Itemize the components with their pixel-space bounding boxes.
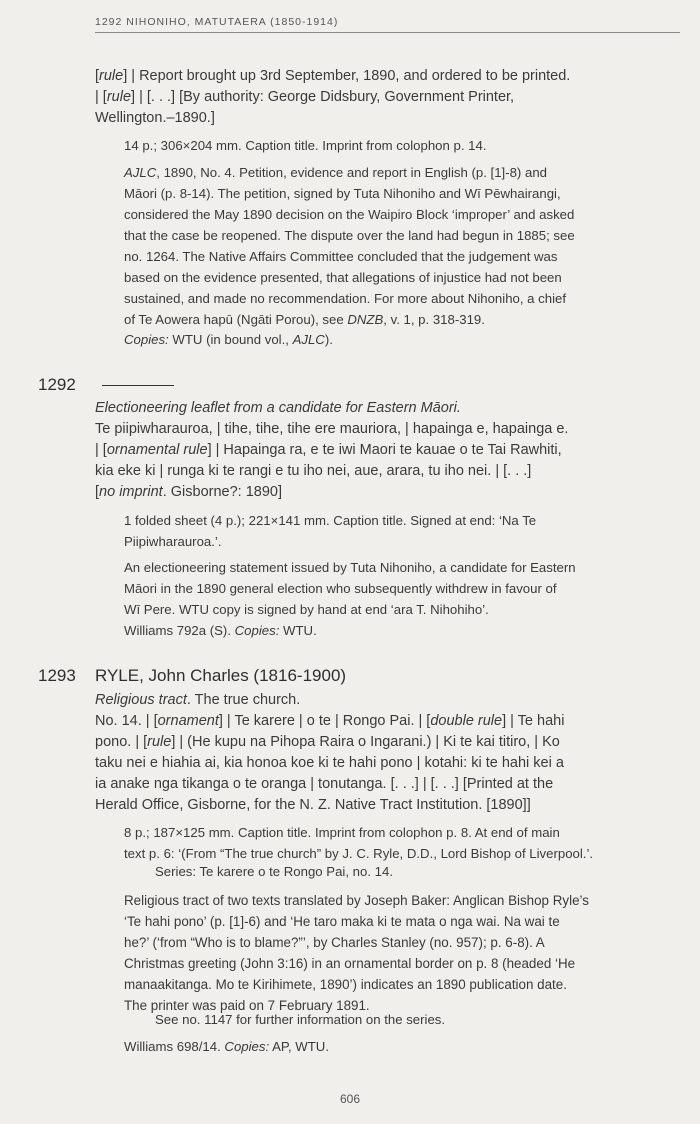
entry-1293-title	[95, 690, 564, 816]
text-line: sustained, and made no recommendation. For more about Nihoniho, a chief	[124, 291, 567, 306]
running-head: 1292 NIHONIHO, MATUTAERA (1850-1914)	[95, 16, 680, 33]
text-line: Herald Office, Gisborne, for the N. Z. Native Tract Institution. [1890]]	[95, 797, 531, 813]
entry-1293-note	[124, 890, 589, 1016]
text-line: The printer was paid on 7 February 1891.	[124, 998, 370, 1013]
text-line: Te piipiwharauroa, | tihe, tihe, tihe ere mauriora, | hapainga e, hapainga e.	[95, 421, 569, 437]
page-number: 606	[339, 1092, 361, 1106]
entry-number-1293: 1293	[38, 666, 76, 685]
text-line: he?’ (‘from “Who is to blame?”’, by Charles Stanley (no. 957); p. 6-8). A	[124, 935, 545, 950]
text-line: kia eke ki | runga ki te rangi e tu iho nei, aue, arara, tu iho nei. | [. . .]	[95, 463, 532, 479]
text-line: [no imprint. Gisborne?: 1890]	[95, 484, 283, 500]
entry-1293-heading: RYLE, John Charles (1816-1900)	[95, 666, 347, 685]
text-line: Piipiwharauroa.’.	[124, 534, 222, 549]
text-line: Religious tract of two texts translated by Joseph Baker: Anglican Bishop Ryle’s	[124, 893, 589, 908]
text-line: Christmas greeting (John 3:16) in an ornamental border on p. 8 (headed ‘He	[124, 956, 576, 971]
text-line: Religious tract. The true church.	[95, 692, 301, 708]
entry-1293-see-also: See no. 1147 for further information on the series.	[155, 1012, 446, 1027]
text-line: 1 folded sheet (4 p.); 221×141 mm. Caption title. Signed at end: ‘Na Te	[124, 513, 537, 528]
text-line: of Te Aowera hapū (Ngāti Porou), see DNZB, v. 1, p. 318-319.	[124, 312, 485, 327]
prev-note	[124, 162, 575, 330]
text-line: ia anake nga tikanga o te oranga | tonutanga. [. . .] | [. . .] [Printed at the	[95, 776, 554, 792]
text-line: Electioneering leaflet from a candidate for Eastern Māori.	[95, 400, 461, 416]
text-line: [rule] | Report brought up 3rd September, 1890, and ordered to be printed.	[95, 68, 571, 84]
text-line: no. 1264. The Native Affairs Committee concluded that the judgement was	[124, 249, 558, 264]
entry-1292-refs: Williams 792a (S). Copies: WTU.	[124, 623, 317, 638]
text-line: 8 p.; 187×125 mm. Caption title. Imprint from colophon p. 8. At end of main	[124, 825, 560, 840]
text-line: taku nei e hiahia ai, kia honoa koe ki te hahi pono | kotahi: ki te hahi kei a	[95, 755, 564, 771]
text-line: | [ornamental rule] | Hapainga ra, e te iwi Maori te kauae o te Tai Rawhiti,	[95, 442, 562, 458]
text-line: text p. 6: ‘(From “The true church” by J. C. Ryle, D.D., Lord Bishop of Liverpool.’.	[124, 846, 594, 861]
text-line: manaakitanga. Mo te Kirihimete, 1890’) indicates an 1890 publication date.	[124, 977, 567, 992]
heading-dash	[102, 385, 174, 386]
text-line: pono. | [rule] | (He kupu na Pihopa Raira o Ingarani.) | Ki te kai titiro, | Ko	[95, 734, 560, 750]
text-line: based on the evidence presented, that allegations of injustice had not been	[124, 270, 562, 285]
text-line: No. 14. | [ornament] | Te karere | o te | Rongo Pai. | [double rule] | Te hahi	[95, 713, 565, 729]
entry-1292-physical	[124, 510, 536, 552]
text-line: | [rule] | [. . .] [By authority: George Didsbury, Government Printer,	[95, 89, 515, 105]
text-line: ‘Te hahi pono’ (p. [1]-6) and ‘He taro maka ki te mata o nga wai. Na wai te	[124, 914, 560, 929]
prev-copies: Copies: WTU (in bound vol., AJLC).	[124, 332, 333, 347]
text-line: AJLC, 1890, No. 4. Petition, evidence and report in English (p. [1]-8) and	[124, 165, 547, 180]
entry-1293-physical	[124, 822, 593, 864]
text-line: Wellington.–1890.]	[95, 110, 215, 126]
text-line: Wī Pere. WTU copy is signed by hand at end ‘ara T. Nihohiho’.	[124, 602, 489, 617]
prev-imprint	[95, 66, 570, 129]
prev-physical: 14 p.; 306×204 mm. Caption title. Imprint from colophon p. 14.	[124, 138, 487, 153]
entry-1292-note	[124, 557, 576, 620]
text-line: Māori in the 1890 general election who subsequently withdrew in favour of	[124, 581, 557, 596]
entry-1293-series: Series: Te karere o te Rongo Pai, no. 14.	[155, 864, 394, 879]
entry-1293-refs: Williams 698/14. Copies: AP, WTU.	[124, 1039, 329, 1054]
text-line: considered the May 1890 decision on the Waipiro Block ‘improper’ and asked	[124, 207, 575, 222]
text-line: that the case be reopened. The dispute over the land had begun in 1885; see	[124, 228, 575, 243]
text-line: An electioneering statement issued by Tuta Nihoniho, a candidate for Eastern	[124, 560, 576, 575]
text-line: Māori (p. 8-14). The petition, signed by Tuta Nihoniho and Wī Pēwhairangi,	[124, 186, 561, 201]
entry-number-1292: 1292	[38, 375, 174, 395]
entry-1292-title	[95, 398, 568, 503]
